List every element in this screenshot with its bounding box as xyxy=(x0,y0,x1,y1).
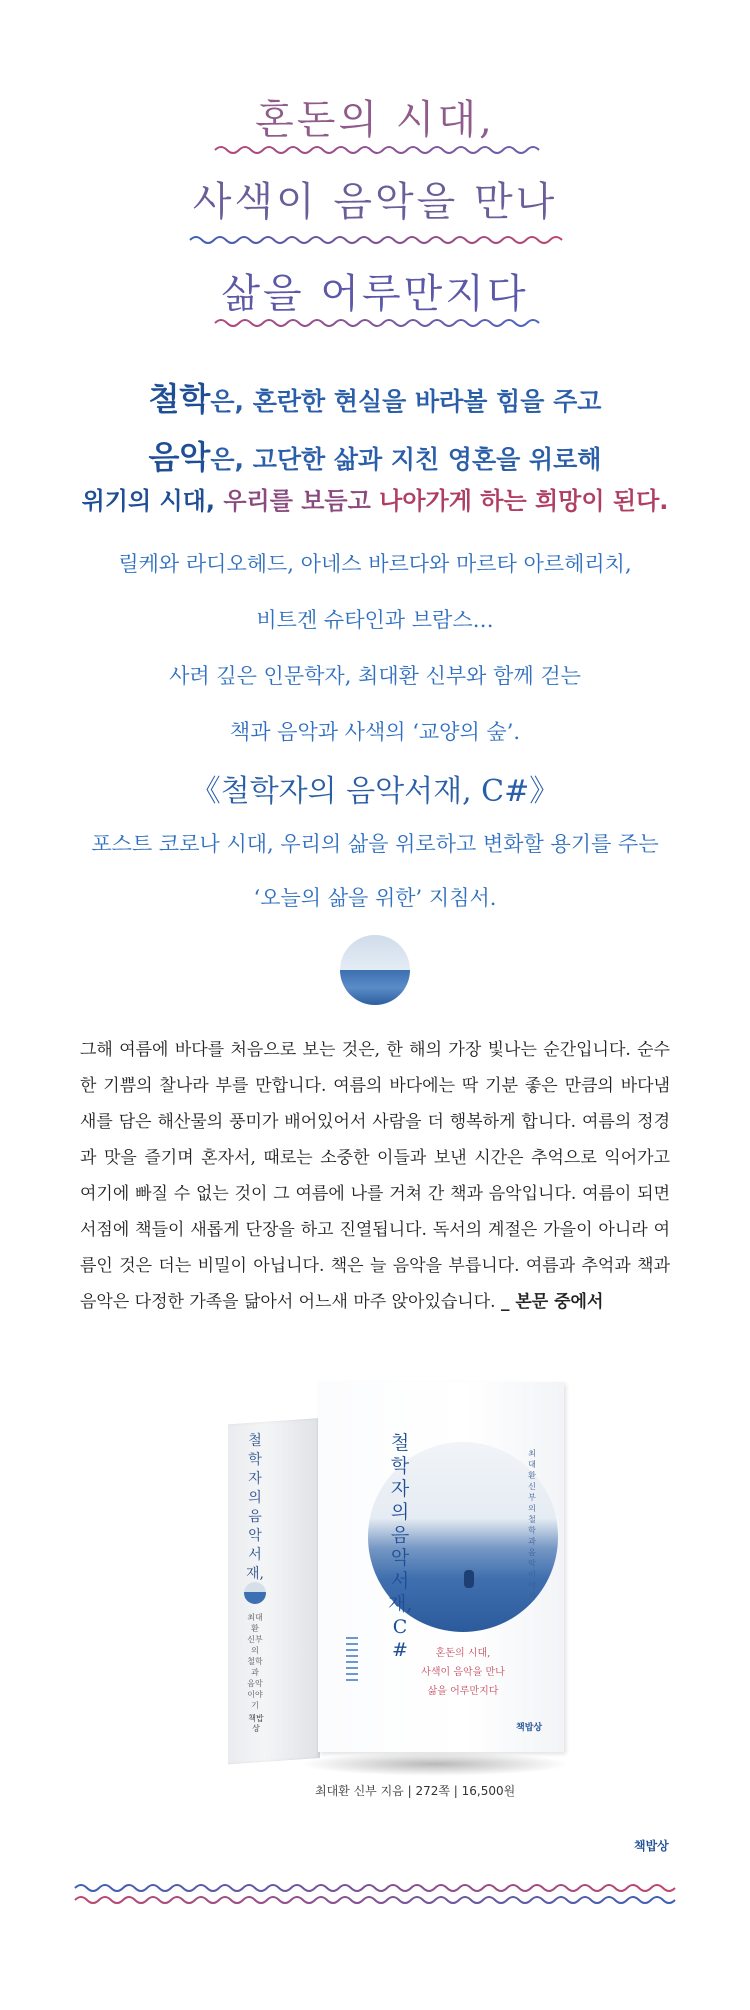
intro-bold-line-1: 철학은, 혼란한 현실을 바라볼 힘을 주고 xyxy=(148,380,602,418)
headline-line-1: 혼돈의 시대, xyxy=(255,97,495,143)
book-info: 최대환 신부 지음 | 272쪽 | 16,500원 xyxy=(315,1784,516,1798)
intro-bold-line-3: 위기의 시대, 우리를 보듬고 나아가게 하는 희망이 된다. xyxy=(81,487,669,515)
surfer-figure xyxy=(464,1570,474,1588)
cover-title: 철학자의 음악서재, C# xyxy=(388,1432,413,1661)
bottom-waves xyxy=(0,1880,750,1910)
keyword-music: 음악 xyxy=(148,438,211,476)
spine-title: 철학자의 음악서재, xyxy=(246,1433,264,1582)
intro-line-3: 사려 깊은 인문학자, 최대환 신부와 함께 걷는 xyxy=(169,664,581,688)
cover-decorative-bars xyxy=(346,1637,358,1685)
headline-line-2: 사색이 음악을 만나 xyxy=(192,179,558,225)
spine-subtitle: 최대환 신부의 철학과 음악 이야기 xyxy=(247,1613,263,1710)
cover-publisher-logo: 책밥상 xyxy=(516,1723,543,1733)
intro-bold-line-2: 음악은, 고단한 삶과 지친 영혼을 위로해 xyxy=(148,438,602,476)
keyword-philosophy: 철학 xyxy=(148,380,211,418)
excerpt-source: _ 본문 중에서 xyxy=(500,1292,604,1312)
headline-wave-2 xyxy=(0,233,750,247)
book-shadow xyxy=(300,1752,570,1776)
spine-publisher: 책밥상 xyxy=(248,1714,264,1733)
intro-line-6: ‘오늘의 삶을 위한’ 지침서. xyxy=(253,886,497,910)
headline-wave-1 xyxy=(0,143,750,157)
intro-line-2: 비트겐 슈타인과 브람스… xyxy=(256,608,494,632)
excerpt-paragraph: 그해 여름에 바다를 처음으로 보는 것은, 한 해의 가장 빛나는 순간입니다. 순수한 기쁨의 찰나라 부를 만합니다. 여름의 바다에는 딱 기분 좋은 만큼의 바다냄새를 담은 해산물의 풍미가 배어있어서 사람을 더 행복하게 합니다. 여름의 정경과 맛을 즐기며 혼자서, 때로는 소중한 이들과 보낸 시간은 추억으로 익어가고 여기에 빠질 수 없는 것이 그 여름에 나를 거쳐 간 책과 음악입니다. 여름이 되면 서점에 책들이 새롭게 단장을 하고 진열됩니다. 독서의 계절은 가을이 아니라 여름인 것은 더는 비밀이 아닙니다. 책은 늘 음악을 부릅니다. 여름과 추억과 책과 음악은 다정한 가족을 닮아서 어느새 마주 앉아있습니다. _ 본문 중에서 xyxy=(80,1040,670,1312)
sea-circle-image xyxy=(340,935,410,1005)
intro-book-title: 《철학자의 음악서재, C#》 xyxy=(190,774,560,809)
headline-line-3: 삶을 어루만지다 xyxy=(221,271,529,317)
publisher-logo: 책밥상 xyxy=(634,1839,669,1853)
intro-line-4: 책과 음악과 사색의 ‘교양의 숲’. xyxy=(229,720,521,744)
headline-wave-3 xyxy=(0,316,750,330)
cover-quote: 혼돈의 시대, 사색이 음악을 만나 삶을 어루만지다 xyxy=(421,1648,505,1697)
cover-subtitle: 최대환 신부의 철학과 음악 이야기 xyxy=(528,1449,536,1601)
book-spine xyxy=(228,1418,320,1764)
spine-sea-icon xyxy=(244,1582,266,1604)
book-front-cover xyxy=(318,1382,564,1752)
intro-line-1: 릴케와 라디오헤드, 아네스 바르다와 마르타 아르헤리치, xyxy=(118,552,632,576)
intro-line-5: 포스트 코로나 시대, 우리의 삶을 위로하고 변화할 용기를 주는 xyxy=(91,832,659,856)
